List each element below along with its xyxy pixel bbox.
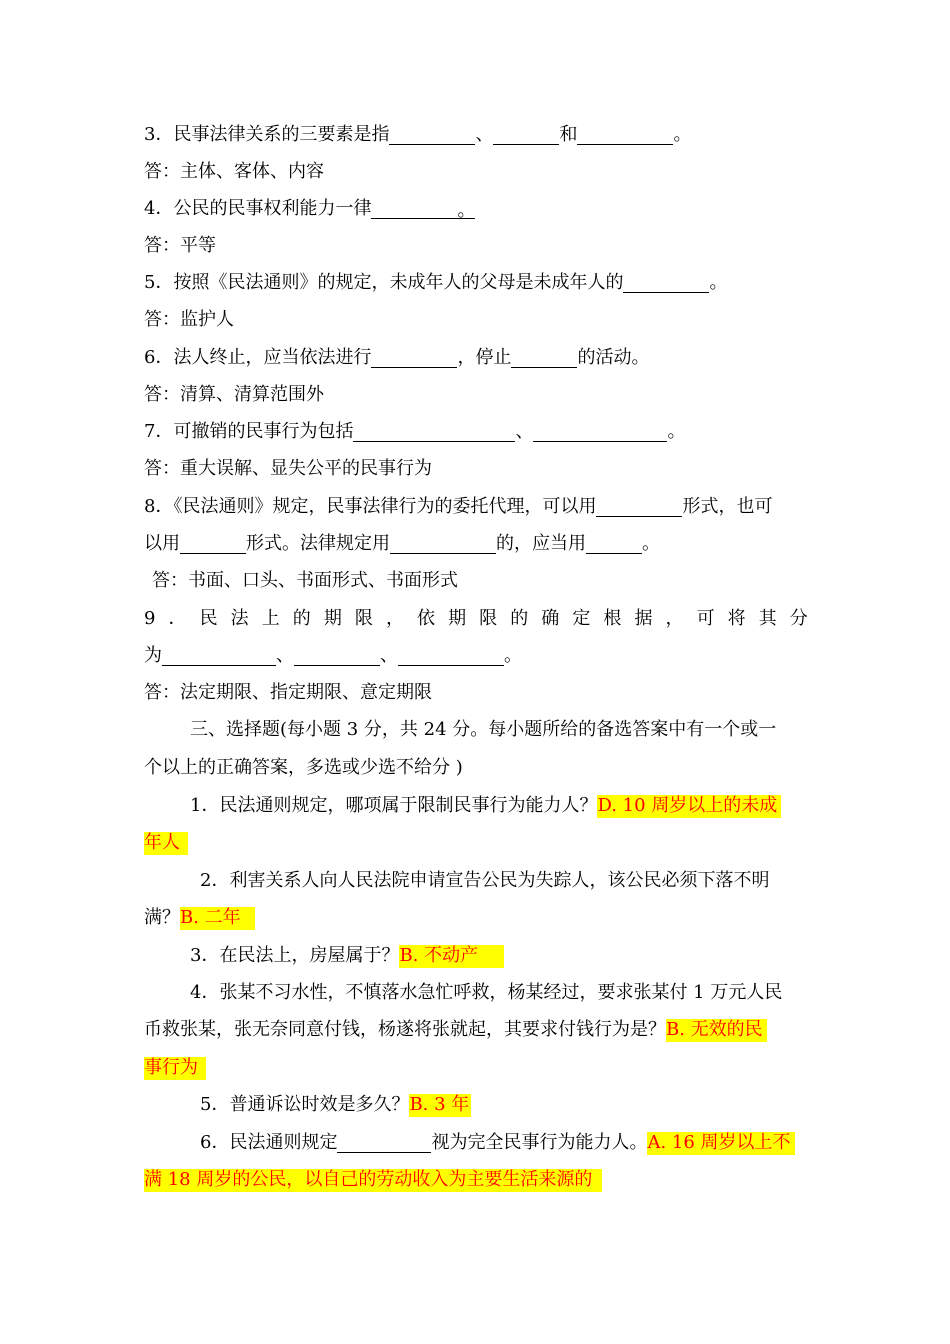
blank-line [162,639,276,666]
blank-line [623,266,709,293]
fill-in-question-5 [144,264,727,301]
question-text: ，停止 [457,347,512,368]
question-text: 3．民事法律关系的三要素是指 [144,124,390,145]
answer-text: 答：主体、客体、内容 [144,161,324,182]
char: 确 [541,608,560,629]
char: 上 [261,608,280,629]
blank-line [180,527,246,554]
question-end: 。 [457,200,476,221]
char: 依 [417,608,436,629]
fill-in-question-8-line-1 [144,488,772,525]
char: 其 [758,608,777,629]
char: 期 [448,608,467,629]
blank-line [596,490,682,517]
question-text: 形式。法律规定用 [246,533,390,554]
fill-in-question-7 [144,413,685,450]
question-text: 以用 [144,533,180,554]
blank-line [337,1126,431,1153]
question-end: 。 [667,421,686,442]
separator: 、 [380,645,398,666]
separator: 、 [515,421,534,442]
blank-line [398,639,504,666]
char: 定 [572,608,591,629]
answer-text: 答：法定期限、指定期限、意定期限 [144,682,432,703]
blank-line [533,415,667,442]
question-end: 的活动。 [577,347,650,368]
char: ， [665,608,684,629]
fill-in-question-6 [144,339,649,376]
choice-question-6 [200,1124,795,1161]
blank-line [353,415,515,442]
char: 将 [727,608,746,629]
choice-question-5 [200,1086,471,1123]
char: 民 [199,608,218,629]
blank-line [390,527,496,554]
highlighted-answer: B. 二年 [180,907,255,930]
question-text: 为 [144,645,162,666]
section-heading-continued: 个以上的正确答案，多选或少选不给分 ) [144,757,463,778]
char: 据 [634,608,653,629]
question-text: 的，应当用 [496,533,586,554]
char: ， [385,608,404,629]
answer-text: 答：监护人 [144,309,234,330]
separator: 、 [276,645,294,666]
highlighted-answer: B. 3 年 [409,1094,470,1115]
question-end: 。 [642,533,660,554]
question-end: 。 [709,272,728,293]
fill-in-question-8-line-2 [144,525,660,562]
highlighted-answer: D. 10 周岁以上的未成 [597,795,781,818]
char: 9 [144,608,156,629]
question-text: 6．法人终止，应当依法进行 [144,347,372,368]
blank-line [294,639,380,666]
highlighted-answer: A. 16 周岁以上不 [647,1132,794,1155]
char: 的 [292,608,311,629]
answer-text: 答：平等 [144,235,216,256]
blank-line [493,118,559,145]
char: 根 [603,608,622,629]
char: 限 [479,608,498,629]
choice-question-2: 2．利害关系人向人民法院申请宣告公民为失踪人，该公民必须下落不明 [200,870,770,891]
question-text: 8．《民法通则》规定，民事法律行为的委托代理，可以用 [144,496,597,517]
answer-text: 答：清算、清算范围外 [144,384,324,405]
blank-line [389,118,475,145]
fill-in-question-9-line-1 [144,600,808,637]
choice-question-4-continued [144,1011,767,1048]
question-text: 3．在民法上，房屋属于？ [190,945,400,966]
question-text: 币救张某，张无奈同意付钱，杨遂将张就起，其要求付钱行为是？ [144,1019,666,1040]
question-text: 6．民法通则规定 [200,1132,338,1153]
fill-in-question-3 [144,116,691,153]
choice-question-4: 4．张某不习水性，不慎落水急忙呼救，杨某经过，要求张某付 1 万元人民 [190,982,783,1003]
question-text: 7．可撤销的民事行为包括 [144,421,354,442]
question-end: 。 [673,124,692,145]
highlighted-answer: B. 不动产 [399,945,504,968]
char: 可 [696,608,715,629]
highlighted-answer: 年人 [144,832,188,855]
char: 的 [510,608,529,629]
question-text: 1．民法通则规定，哪项属于限制民事行为能力人？ [190,795,598,816]
blank-line [586,527,642,554]
question-text: 4．公民的民事权利能力一律 [144,198,372,219]
choice-question-1 [190,787,781,824]
choice-question-3 [190,937,504,974]
char: 限 [354,608,373,629]
section-heading: 三、选择题(每小题 3 分，共 24 分。每小题所给的备选答案中有一个或一 [190,719,777,740]
choice-question-1-continued [144,824,188,861]
highlighted-answer: 满 18 周岁的公民，以自己的劳动收入为主要生活来源的 [144,1169,602,1192]
answer-text: 答：重大误解、显失公平的民事行为 [144,458,432,479]
choice-question-4-continued-2 [144,1049,206,1086]
question-text: 5．普通诉讼时效是多久？ [200,1094,410,1115]
fill-in-question-9-line-2 [144,637,522,674]
char: 期 [323,608,342,629]
fill-in-question-4 [144,190,475,227]
separator: 、 [475,124,494,145]
question-text: 5．按照《民法通则》的规定，未成年人的父母是未成年人的 [144,272,624,293]
highlighted-answer: 事行为 [144,1057,206,1080]
question-text: 形式，也可 [682,496,773,517]
question-end: 。 [504,645,522,666]
char: 分 [789,608,808,629]
blank-line [371,192,475,219]
answer-text: 答：书面、口头、书面形式、书面形式 [152,570,458,591]
blank-line [371,341,457,368]
blank-line [577,118,673,145]
highlighted-answer: B. 无效的民 [666,1019,767,1042]
char: 法 [230,608,249,629]
choice-question-6-continued [144,1161,602,1198]
char: ． [168,608,187,629]
question-text: 视为完全民事行为能力人。 [431,1132,648,1153]
blank-line [511,341,577,368]
question-text: 满？ [144,907,180,928]
choice-question-2-continued [144,899,255,936]
separator: 和 [559,124,578,145]
